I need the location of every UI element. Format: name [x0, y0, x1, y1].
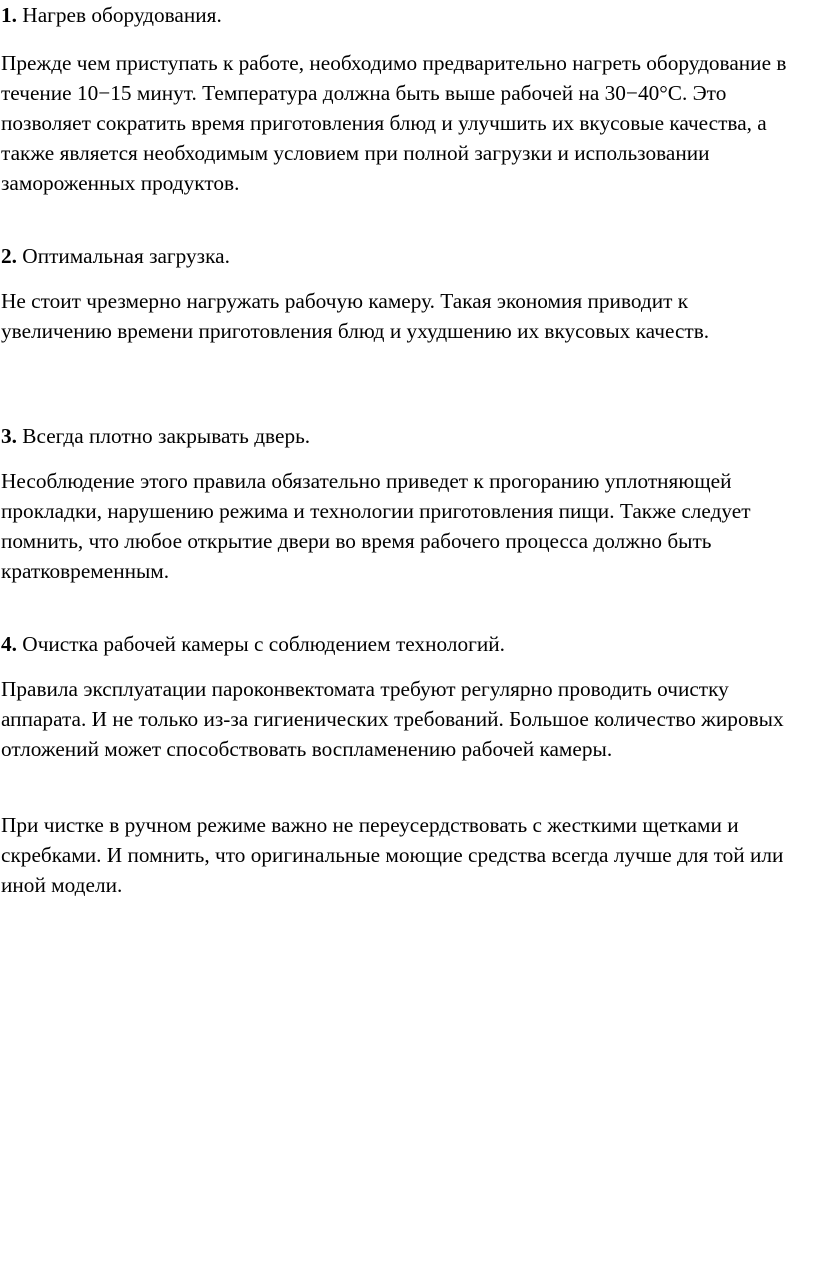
section-1-paragraph-1: Прежде чем приступать к работе, необходимо предварительно нагреть оборудование в течение 10−15 минут. Температура должна быть выше рабочей на 30−40°С. Это позволяет сократить время приготовления блюд и улучшить их вкусовые качества, а также является необходимым условием при полной загрузки и использовании замороженных продуктов. — [1, 51, 787, 195]
section-2-paragraph-1: Не стоит чрезмерно нагружать рабочую камеру. Такая экономия приводит к увеличению времени приготовления блюд и ухудшению их вкусовых качеств. — [1, 289, 710, 343]
section-2-title: Оптимальная загрузка. — [16, 244, 230, 268]
section-1-heading — [0, 0, 801, 30]
section-2-number: 2. — [1, 244, 17, 268]
section-1-number: 1. — [1, 3, 17, 27]
section-4-paragraph-1: Правила эксплуатации пароконвектомата требуют регулярно проводить очистку аппарата. И не только из-за гигиенических требований. Большое количество жировых отложений может способствовать воспламенению рабочей камеры. — [1, 677, 784, 761]
section-4-title: Очистка рабочей камеры с соблюдением технологий. — [16, 632, 505, 656]
section-1-title: Нагрев оборудования. — [16, 3, 222, 27]
section-4-heading — [0, 629, 801, 659]
section-3-paragraph-1: Несоблюдение этого правила обязательно приведет к прогоранию уплотняющей прокладки, нарушению режима и технологии приготовления пищи. Также следует помнить, что любое открытие двери во время рабочего процесса должно быть кратковременным. — [1, 469, 751, 583]
section-4-paragraph-2: При чистке в ручном режиме важно не переусердствовать с жесткими щетками и скребками. И помнить, что оригинальные моющие средства всегда лучше для той или иной модели. — [1, 813, 784, 897]
section-4-number: 4. — [1, 632, 17, 656]
section-3-title: Всегда плотно закрывать дверь. — [16, 424, 311, 448]
section-2-heading — [0, 241, 801, 271]
section-3-number: 3. — [1, 424, 17, 448]
section-3-heading — [0, 421, 801, 451]
